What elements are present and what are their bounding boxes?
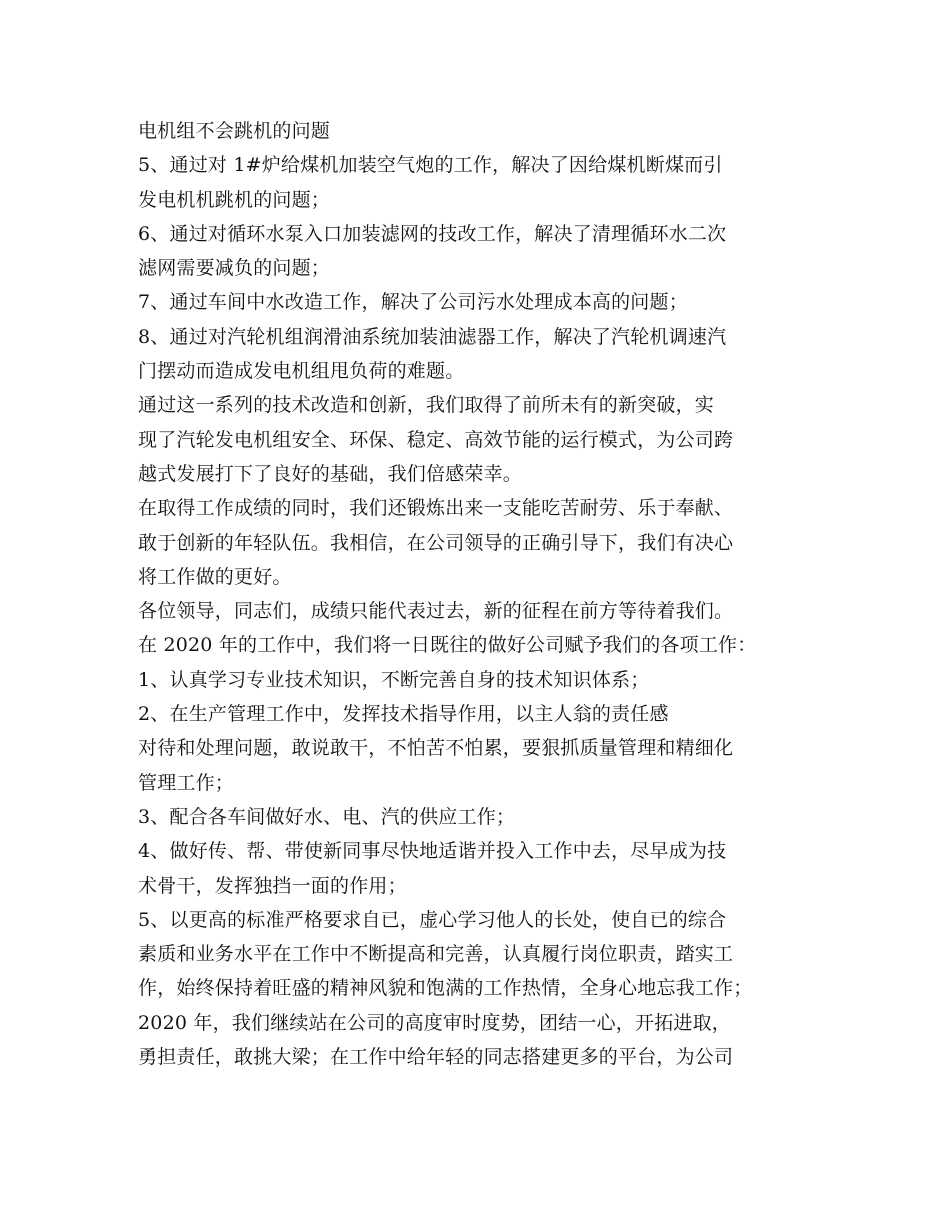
text-line: 现了汽轮发电机组安全、环保、稳定、高效节能的运行模式，为公司跨 [138,428,734,451]
text-line: 2、在生产管理工作中，发挥技术指导作用，以主人翁的责任感 [138,703,669,726]
text-line: 各位领导，同志们，成绩只能代表过去，新的征程在前方等待着我们。 [138,600,734,623]
text-line: 5、通过对 1#炉给煤机加装空气炮的工作，解决了因给煤机断煤而引 [138,154,723,177]
text-line: 越式发展打下了良好的基础，我们倍感荣幸。 [138,462,523,485]
document-body [138,114,838,1074]
text-line: 5、以更高的标准严格要求自已，虚心学习他人的长处，使自已的综合 [138,908,727,931]
text-line: 勇担责任，敢挑大梁；在工作中给年轻的同志搭建更多的平台，为公司 [138,1046,734,1069]
text-line: 在取得工作成绩的同时，我们还锻炼出来一支能吃苦耐劳、乐于奉献、 [138,497,734,520]
text-line: 6、通过对循环水泵入口加装滤网的技改工作，解决了清理循环水二次 [138,222,727,245]
text-line: 门摆动而造成发电机组甩负荷的难题。 [138,360,465,383]
text-line: 在 2020 年的工作中，我们将一日既往的做好公司赋予我们的各项工作： [138,634,757,657]
text-line: 4、做好传、帮、带使新同事尽快地适谐并投入工作中去，尽早成为技 [138,840,727,863]
text-line: 通过这一系列的技术改造和创新，我们取得了前所未有的新突破，实 [138,394,715,417]
text-line: 素质和业务水平在工作中不断提高和完善，认真履行岗位职责，踏实工 [138,943,734,966]
text-line: 敢于创新的年轻队伍。我相信，在公司领导的正确引导下，我们有决心 [138,531,734,554]
text-line: 7、通过车间中水改造工作，解决了公司污水处理成本高的问题； [138,291,688,314]
text-line: 发电机机跳机的问题； [138,188,331,211]
text-line: 管理工作； [138,771,235,794]
text-line: 3、配合各车间做好水、电、汽的供应工作； [138,805,516,828]
text-line: 滤网需要减负的问题； [138,257,331,280]
text-line: 作，始终保持着旺盛的精神风貌和饱满的工作热情，全身心地忘我工作； [138,977,753,1000]
text-line: 对待和处理问题，敢说敢干，不怕苦不怕累，要狠抓质量管理和精细化 [138,737,734,760]
text-line: 电机组不会跳机的问题 [138,120,331,142]
text-line: 8、通过对汽轮机组润滑油系统加装油滤器工作，解决了汽轮机调速汽 [138,325,727,348]
text-line: 术骨干，发挥独挡一面的作用； [138,874,407,897]
text-line: 2020 年，我们继续站在公司的高度审时度势，团结一心，开拓进取， [138,1011,731,1034]
text-line: 1、认真学习专业技术知识，不断完善自身的技术知识体系； [138,668,650,691]
text-line: 将工作做的更好。 [138,565,292,588]
